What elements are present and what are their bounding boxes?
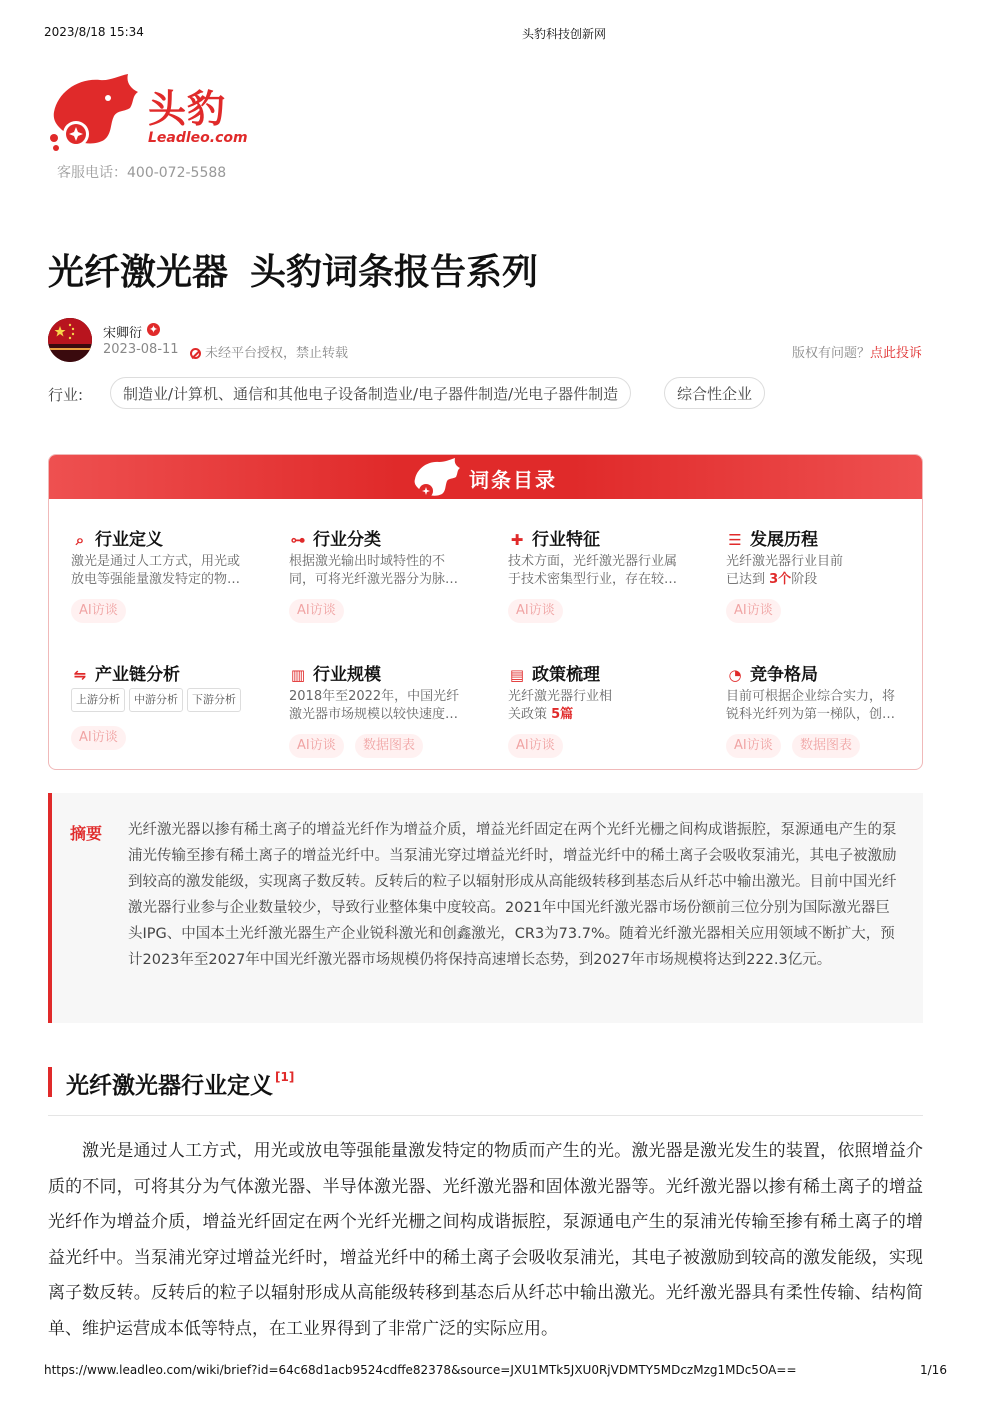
catalog-item-title: 竞争格局 (750, 665, 818, 685)
logo-cn-text: 头豹 (148, 87, 227, 131)
timeline-icon: ☰ (728, 531, 742, 549)
ai-interview-button[interactable]: AI访谈 (289, 599, 344, 623)
catalog-item-title: 发展历程 (750, 530, 818, 550)
hierarchy-icon: ⊶ (290, 531, 306, 549)
downstream-analysis-chip[interactable]: 下游分析 (187, 688, 241, 712)
logo-en-text: Leadleo.com (148, 130, 248, 146)
ai-interview-button[interactable]: AI访谈 (508, 599, 563, 623)
catalog-item-title: 行业规模 (313, 665, 381, 685)
catalog-item-desc: 根据激光输出时域特性的不同，可将光纤激光器分为脉… (289, 554, 459, 587)
catalog-item-desc: 光纤激光器行业目前已达到 3个阶段 (726, 554, 844, 587)
author-name[interactable]: 宋卿衍 (103, 326, 143, 341)
catalog-item-title: 行业分类 (313, 530, 381, 550)
section-divider (48, 1115, 923, 1116)
summary-label: 摘要 (70, 824, 103, 843)
summary-text: 光纤激光器以掺有稀土离子的增益光纤作为增益介质，增益光纤固定在两个光纤光栅之间构成谐振腔，泵源通电产生的泵浦光传输至掺有稀土离子的增益光纤中。当泵浦光穿过增益光纤时，增益光纤中的稀土离子会吸收泵浦光，其电子被激励到较高的激发能级，实现离子数反转。反转后的粒子以辐射形成从高能级转移到基态后从纤芯中输出激光。目前中国光纤激光器行业参与企业数量较少，导致行业整体集中度较高。2021年中国光纤激光器市场份额前三位分别为国际激光器巨头IPG、中国本土光纤激光器生产企业锐科激光和创鑫激光，CR3为73.7%。随着光纤激光器相关应用领域不断扩大，预计2023年至2027年中国光纤激光器市场规模仍将保持高速增长态势，到2027年市场规模将达到222.3亿元。 (128, 822, 897, 968)
ai-interview-button[interactable]: AI访谈 (726, 599, 781, 623)
puzzle-icon: ✚ (510, 531, 524, 549)
page-title-main: 光纤激光器 (48, 252, 229, 293)
section-body-text: 激光是通过人工方式，用光或放电等强能量激发特定的物质而产生的光。激光器是激光发生的装置，依照增益介质的不同，可将其分为气体激光器、半导体激光器、光纤激光器和固体激光器等。光纤激光器以掺有稀土离子的增益光纤作为增益介质，增益光纤固定在两个光纤光栅之间构成谐振腔，泵源通电产生的泵浦光传输至掺有稀土离子的增益光纤中。当泵浦光穿过增益光纤时，增益光纤中的稀土离子会吸收泵浦光，其电子被激励到较高的激发能级，实现离子数反转。反转后的粒子以辐射形成从高能级转移到基态后从纤芯中输出激光。光纤激光器具有柔性传输、结构简单、维护运营成本低等特点，在工业界得到了非常广泛的实际应用。 (48, 1141, 923, 1339)
ai-interview-button[interactable]: AI访谈 (508, 734, 563, 758)
upstream-analysis-chip[interactable]: 上游分析 (71, 688, 125, 712)
industry-tag[interactable]: 制造业/计算机、通信和其他电子设备制造业/电子器件制造/光电子器件制造 (110, 377, 631, 409)
catalog-item-desc: 光纤激光器行业相关政策 5篇 (508, 689, 613, 722)
catalog-item-title: 政策梳理 (532, 665, 600, 685)
catalog-item-desc: 2018年至2022年，中国光纤激光器市场规模以较快速度… (289, 689, 460, 722)
flag-avatar-icon (48, 318, 92, 362)
publish-date: 2023-08-11 (103, 342, 179, 357)
catalog-item-desc: 激光是通过人工方式，用光或放电等强能量激发特定的物… (71, 554, 241, 587)
document-icon: ▤ (509, 666, 525, 684)
catalog-card (48, 454, 923, 770)
report-link[interactable]: 点此投诉 (869, 346, 922, 361)
print-url: https://www.leadleo.com/wiki/brief?id=64c68d1acb9524cdffe82378&source=JXU1MTk5JXU0RjVDMTY5MDczMzg1MDc5OA== (44, 1363, 797, 1377)
data-chart-button[interactable]: 数据图表 (792, 734, 860, 758)
verified-badge-icon: ✦ (148, 323, 159, 336)
pie-chart-icon: ◔ (728, 666, 742, 684)
prohibited-icon (190, 348, 201, 359)
section-title: 光纤激光器行业定义 [1] (66, 1070, 295, 1099)
author-avatar[interactable] (48, 318, 92, 362)
chain-icon: ⇋ (73, 666, 87, 684)
bar-chart-icon: ▥ (290, 666, 306, 684)
catalog-item-desc: 目前可根据企业综合实力，将锐科光纤列为第一梯队，创… (726, 689, 896, 722)
catalog-item-title: 行业特征 (532, 530, 600, 550)
industry-tag[interactable]: 综合性企业 (664, 377, 765, 409)
reference-link[interactable]: [1] (275, 1070, 295, 1084)
copyright-notice (792, 342, 922, 361)
print-datetime: 2023/8/18 15:34 (44, 25, 144, 39)
no-repost-text: 未经平台授权，禁止转载 (205, 346, 349, 361)
leopard-head-icon (48, 72, 140, 152)
catalog-header (49, 455, 922, 499)
no-repost-notice (190, 342, 348, 361)
page-title-series: 头豹词条报告系列 (250, 252, 539, 293)
leadleo-logo[interactable] (48, 72, 248, 152)
catalog-item-desc: 技术方面，光纤激光器行业属于技术密集型行业，存在较… (508, 554, 678, 587)
magnifier-icon: ⌕ (75, 531, 85, 549)
catalog-item-title: 产业链分析 (95, 665, 180, 685)
industry-label: 行业: (48, 386, 84, 404)
section-accent-bar (48, 1067, 52, 1097)
data-chart-button[interactable]: 数据图表 (355, 734, 423, 758)
summary-box (48, 793, 923, 1023)
print-site-name: 头豹科技创新网 (522, 27, 607, 41)
print-page-number: 1/16 (920, 1363, 947, 1377)
leopard-head-icon (411, 457, 461, 501)
ai-interview-button[interactable]: AI访谈 (289, 734, 344, 758)
midstream-analysis-chip[interactable]: 中游分析 (129, 688, 183, 712)
service-hotline: 客服电话：400-072-5588 (57, 165, 227, 181)
page-title (48, 244, 538, 295)
ai-interview-button[interactable]: AI访谈 (71, 726, 126, 750)
ai-interview-button[interactable]: AI访谈 (726, 734, 781, 758)
catalog-item-title: 行业定义 (95, 530, 163, 550)
copyright-question: 版权有问题？ (791, 346, 870, 361)
catalog-title: 词条目录 (469, 468, 557, 492)
ai-interview-button[interactable]: AI访谈 (71, 599, 126, 623)
